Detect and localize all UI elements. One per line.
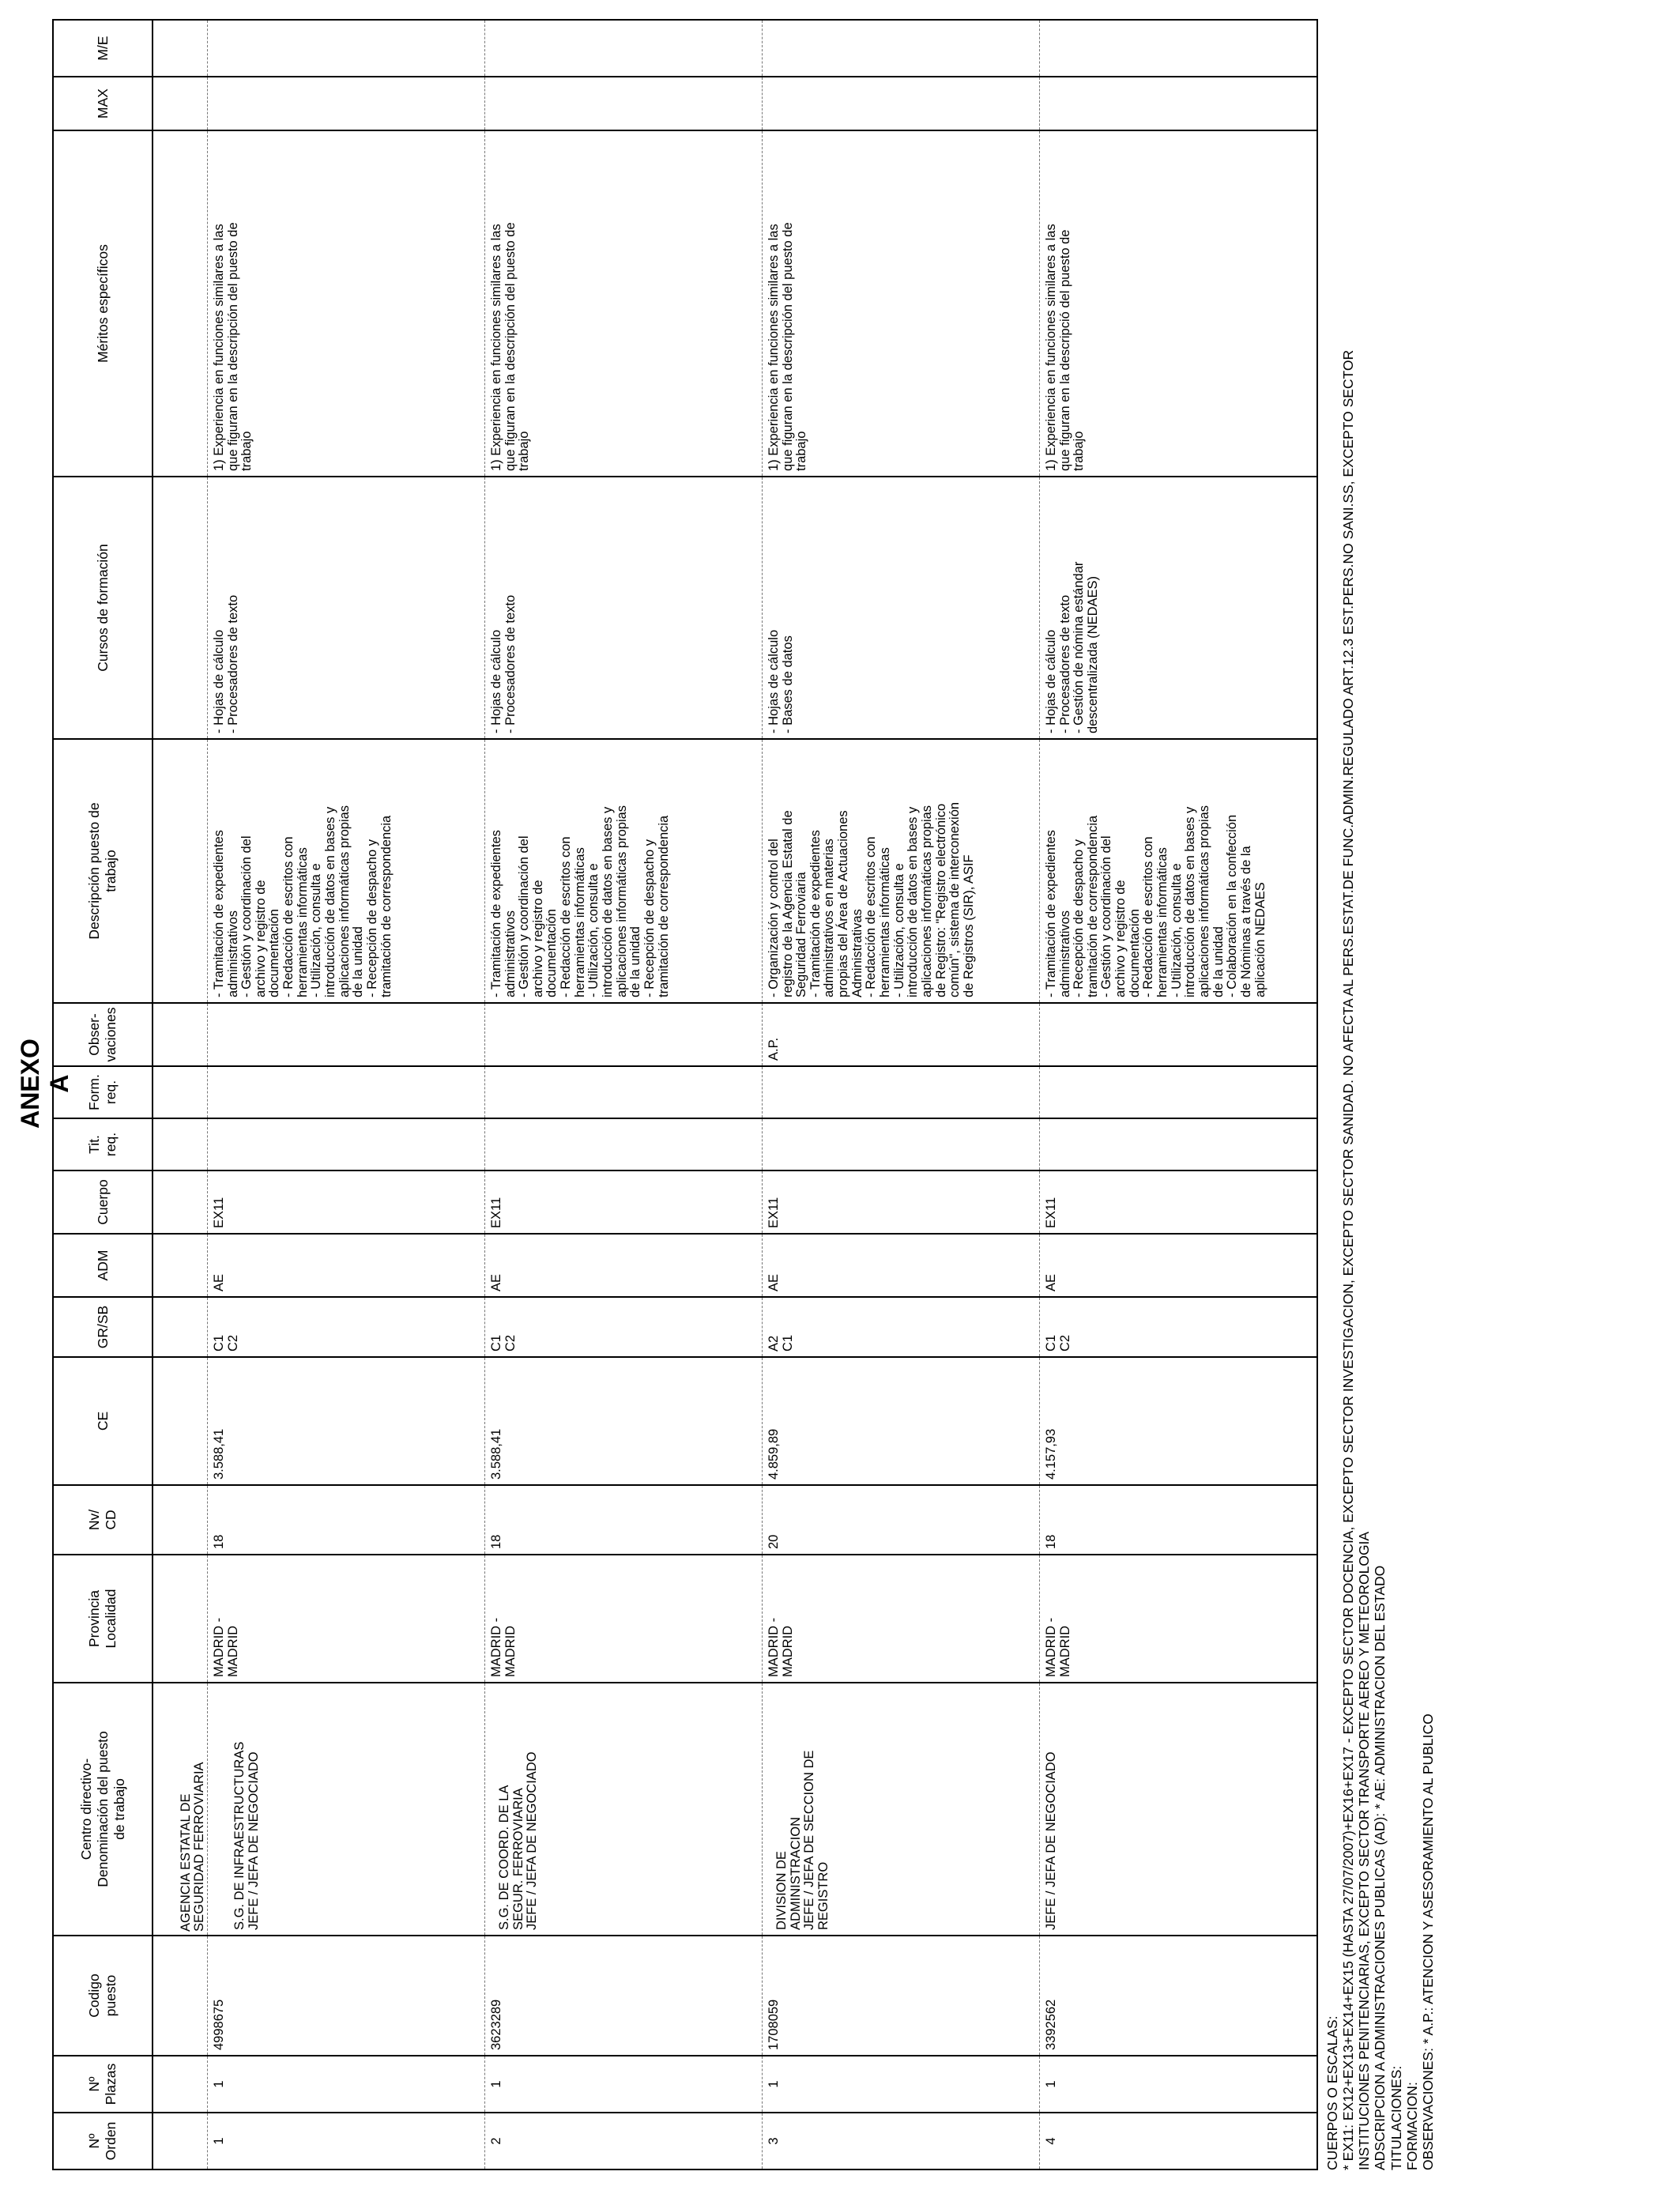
header-provincia: Provincia Localidad [53,1555,153,1683]
cell-grsb: C1 C2 [207,1297,484,1357]
cell-plazas: 1 [207,2056,484,2113]
cell-me [1039,20,1317,77]
header-tit: Tit. req. [53,1118,153,1171]
cell-nivel: 18 [1039,1485,1317,1555]
footer-observaciones: OBSERVACIONES: * A.P.: ATENCION Y ASESORAMIENTO AL PUBLICO [1419,1713,1436,2170]
cell-cursos: - Hojas de cálculo - Bases de datos [762,477,1039,739]
cell-tit [1039,1118,1317,1171]
cell-ce: 4.157,93 [1039,1357,1317,1485]
cell-grsb: C1 C2 [1039,1297,1317,1357]
cell-orden: 3 [762,2113,1039,2169]
cell-provincia: MADRID - MADRID [207,1555,484,1683]
cell-me [207,20,484,77]
cell-nivel: 18 [207,1485,484,1555]
cell-adm: AE [207,1234,484,1297]
cell-codigo: 3623289 [484,1936,762,2056]
cell-cuerpo: EX11 [762,1171,1039,1234]
position-name: JEFE / JEFA DE NEGOCIADO [525,1751,540,1930]
cell-max [484,77,762,130]
cell-max [207,77,484,130]
cell-form [762,1066,1039,1118]
cell-plazas: 1 [484,2056,762,2113]
table-row [762,20,1039,2169]
cell-cursos: - Hojas de cálculo - Procesadores de texto [207,477,484,739]
cell-tit [207,1118,484,1171]
cell-provincia: MADRID - MADRID [762,1555,1039,1683]
header-plazas: Nº Plazas [53,2056,153,2113]
table-row-agency [153,20,207,2169]
cell-ce: 4.859,89 [762,1357,1039,1485]
header-cuerpo: Cuerpo [53,1171,153,1234]
header-codigo: Codigo puesto [53,1936,153,2056]
unit-name: DIVISION DE ADMINISTRACION [774,1816,803,1930]
position-name: JEFE / JEFA DE SECCION DE REGISTRO [802,1750,831,1930]
header-orden: Nº Orden [53,2113,153,2169]
cell-codigo: 1708059 [762,1936,1039,2056]
cell-obs [484,1003,762,1066]
cell-cursos: - Hojas de cálculo - Procesadores de texto - Gestión de nómina estándar descentralizada (NEDAES) [1039,477,1317,739]
cell-ce: 3.588,41 [484,1357,762,1485]
header-cursos: Cursos de formación [53,477,153,739]
cell-me [762,20,1039,77]
cell-orden: 4 [1039,2113,1317,2169]
cell-form [207,1066,484,1118]
cell-nivel: 20 [762,1485,1039,1555]
unit-name: S.G. DE INFRAESTRUCTURAS [232,1741,247,1930]
footer-formacion: FORMACION: [1403,2082,1420,2170]
footer-adscripcion: ADSCRIPCION A ADMINISTRACIONES PUBLICAS (AD): * AE: ADMINISTRACION DEL ESTADO [1372,1565,1388,2170]
cell-descripcion: - Tramitación de expedientes administrativos - Gestión y coordinación del archivo y registro de documentación - Redacción de escritos con herramientas informáticas - Utilización, consulta e introducción de datos en bases y aplicaciones informáticas propias de la unidad - Recepción de despacho y tramitación de correspondencia [484,739,762,1003]
cell-descripcion: - Tramitación de expedientes administrativos - Recepción de despacho y tramitación de correspondencia - Gestión y coordinación del archivo y registro de documentación - Redacción de escritos con herramientas informáticas - Utilización, consulta e introducción de datos en bases y aplicaciones informáticas propias de la unidad - Colaboración en la confección de Nóminas a través de la aplicación NEDAES [1039,739,1317,1003]
cell-meritos: 1) Experiencia en funciones similares a las que figuran en la descripción del puesto de trabajo [207,130,484,477]
header-descripcion: Descripción puesto de trabajo [53,739,153,1003]
cell-tit [762,1118,1039,1171]
table-header-row [53,20,153,2169]
header-max: MAX [53,77,153,130]
cell-grsb: C1 C2 [484,1297,762,1357]
cell-plazas: 1 [1039,2056,1317,2113]
cell-adm: AE [484,1234,762,1297]
footer-cuerpos-text: * EX11: EX12+EX13+EX14+EX15 (HASTA 27/07/2007)+EX16+EX17 - EXCEPTO SECTOR DOCENCIA, EXCEPTO SECTOR INVESTIGACION, EXCEPTO SECTOR SANIDAD. NO AFECTA AL PERS.ESTAT.DE FUNC.ADMIN.REGULADO ART.12.3 EST.PERS.NO SANI.SS, EXCEPTO SECTOR INSTITUCIONES PENITENCIARIAS, EXCEPTO SECTOR TRANSPORTE AEREO Y METEOROLOGIA [1340,349,1373,2170]
cell-obs [1039,1003,1317,1066]
cell-adm: AE [762,1234,1039,1297]
table-row [484,20,762,2169]
cell-provincia: MADRID - MADRID [484,1555,762,1683]
cell-codigo: 3392562 [1039,1936,1317,2056]
cell-cuerpo: EX11 [484,1171,762,1234]
cell-descripcion: - Organización y control del registro de la Agencia Estatal de Seguridad Ferroviaria - Tramitación de expedientes administrativos en materias propias del Área de Actuaciones Administrativas - Redacción de escritos con herramientas informáticas - Utilización, consulta e introducción de datos en bases y aplicaciones informáticas propias de Registro: "Registro electrónico común", sistema de interconexión de Registros (SIR), ASIF [762,739,1039,1003]
table-row [1039,20,1317,2169]
cell-meritos: 1) Experiencia en funciones similares a las que figuran en la descripció del puesto de trabajo [1039,130,1317,477]
cell-cuerpo: EX11 [207,1171,484,1234]
cell-max [1039,77,1317,130]
cell-obs [207,1003,484,1066]
table-row [207,20,484,2169]
footer-notes [1324,21,1436,2170]
cell-provincia: MADRID - MADRID [1039,1555,1317,1683]
cell-adm: AE [1039,1234,1317,1297]
header-meritos: Méritos específicos [53,130,153,477]
header-me: M/E [53,20,153,77]
page-title: ANEXO A [16,1039,73,1129]
cell-centro [207,1683,484,1936]
header-grsb: GR/SB [53,1297,153,1357]
header-nivel: Nv/ CD [53,1485,153,1555]
cell-form [1039,1066,1317,1118]
positions-table [52,19,1318,2170]
cell-obs: A.P. [762,1003,1039,1066]
cell-grsb: A2 C1 [762,1297,1039,1357]
header-ce: CE [53,1357,153,1485]
unit-name: S.G. DE COORD. DE LA SEGUR. FERROVIARIA [496,1785,525,1930]
header-form: Form. req. [53,1066,153,1118]
cell-descripcion: - Tramitación de expedientes administrativos - Gestión y coordinación del archivo y registro de documentación - Redacción de escritos con herramientas informáticas - Utilización, consulta e introducción de datos en bases y aplicaciones informáticas propias de la unidad - Recepción de despacho y tramitación de correspondencia [207,739,484,1003]
cell-meritos: 1) Experiencia en funciones similares a las que figuran en la descripción del puesto de trabajo [762,130,1039,477]
cell-cursos: - Hojas de cálculo - Procesadores de texto [484,477,762,739]
cell-centro [762,1683,1039,1936]
position-name: JEFE / JEFA DE NEGOCIADO [246,1751,261,1930]
cell-tit [484,1118,762,1171]
cell-max [762,77,1039,130]
cell-codigo: 4998675 [207,1936,484,2056]
cell-nivel: 18 [484,1485,762,1555]
cell-cuerpo: EX11 [1039,1171,1317,1234]
cell-me [484,20,762,77]
cell-orden: 1 [207,2113,484,2169]
position-name: JEFE / JEFA DE NEGOCIADO [1043,1751,1058,1930]
header-obs: Obser- vaciones [53,1003,153,1066]
cell-plazas: 1 [762,2056,1039,2113]
agency-name: AGENCIA ESTATAL DE SEGURIDAD FERROVIARIA [153,1683,207,1936]
footer-cuerpos-label: CUERPOS O ESCALAS: [1324,2015,1340,2170]
header-adm: ADM [53,1234,153,1297]
footer-titulaciones: TITULACIONES: [1388,2065,1404,2170]
cell-orden: 2 [484,2113,762,2169]
cell-form [484,1066,762,1118]
cell-ce: 3.588,41 [207,1357,484,1485]
cell-meritos: 1) Experiencia en funciones similares a las que figuran en la descripción del puesto de trabajo [484,130,762,477]
header-centro: Centro directivo- Denominación del puesto de trabajo [53,1683,153,1936]
cell-centro [1039,1683,1317,1936]
cell-centro [484,1683,762,1936]
